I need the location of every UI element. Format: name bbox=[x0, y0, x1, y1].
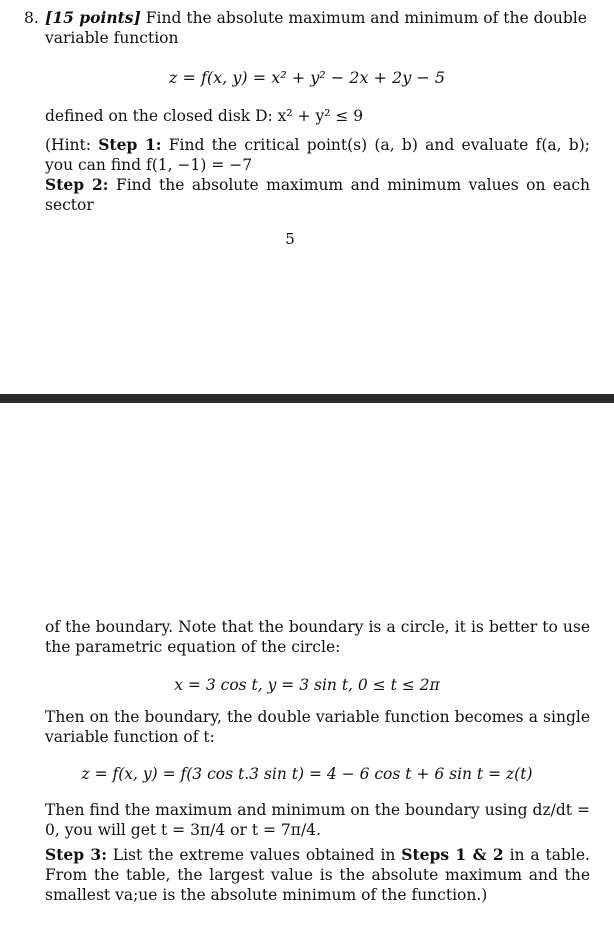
points-label: [15 points] bbox=[45, 8, 141, 27]
step3-label: Step 3: bbox=[45, 845, 107, 864]
function-equation: z = f(x, y) = x² + y² − 2x + 2y − 5 bbox=[168, 68, 446, 87]
parametric-equation: x = 3 cos t, y = 3 sin t, 0 ≤ t ≤ 2π bbox=[174, 676, 440, 694]
step1-label: Step 1: bbox=[98, 135, 162, 154]
step3-post: in a table. From the table, the largest value is the absolute maximum and the smallest va;ue is the absolute minimum of the function.) bbox=[45, 846, 590, 905]
step2-text: Find the absolute maximum and minimum values on each sector bbox=[45, 176, 590, 215]
continuation-paragraph-3: Then find the maximum and minimum on the boundary using dz/dt = 0, you will get t = 3π/4 or t = 7π/4. bbox=[45, 801, 590, 840]
step1-text: Find the critical point(s) (a, b) and evaluate f(a, b); you can find f(1, −1) = −7 bbox=[45, 136, 590, 175]
page-number: 5 bbox=[285, 230, 295, 248]
hint-block bbox=[45, 135, 590, 216]
problem-statement bbox=[45, 8, 590, 48]
step2-label: Step 2: bbox=[45, 175, 109, 195]
domain-text: defined on the closed disk D: x² + y² ≤ 9 bbox=[45, 107, 364, 125]
step3-pre: List the extreme values obtained in bbox=[106, 846, 402, 864]
page-divider bbox=[0, 394, 614, 403]
continuation-paragraph-2: Then on the boundary, the double variable function becomes a single variable function of t: bbox=[45, 708, 590, 747]
step3-block bbox=[45, 845, 590, 905]
problem-number: 8. bbox=[24, 9, 39, 27]
boundary-equation: z = f(x, y) = f(3 cos t.3 sin t) = 4 − 6 cos t + 6 sin t = z(t) bbox=[81, 765, 533, 783]
hint-open: (Hint: bbox=[45, 136, 99, 154]
step3-steps: Steps 1 & 2 bbox=[401, 845, 504, 864]
problem-intro: Find the absolute maximum and minimum of the double variable function bbox=[45, 9, 587, 48]
continuation-paragraph-1: of the boundary. Note that the boundary is a circle, it is better to use the parametric equation of the circle: bbox=[45, 618, 590, 657]
